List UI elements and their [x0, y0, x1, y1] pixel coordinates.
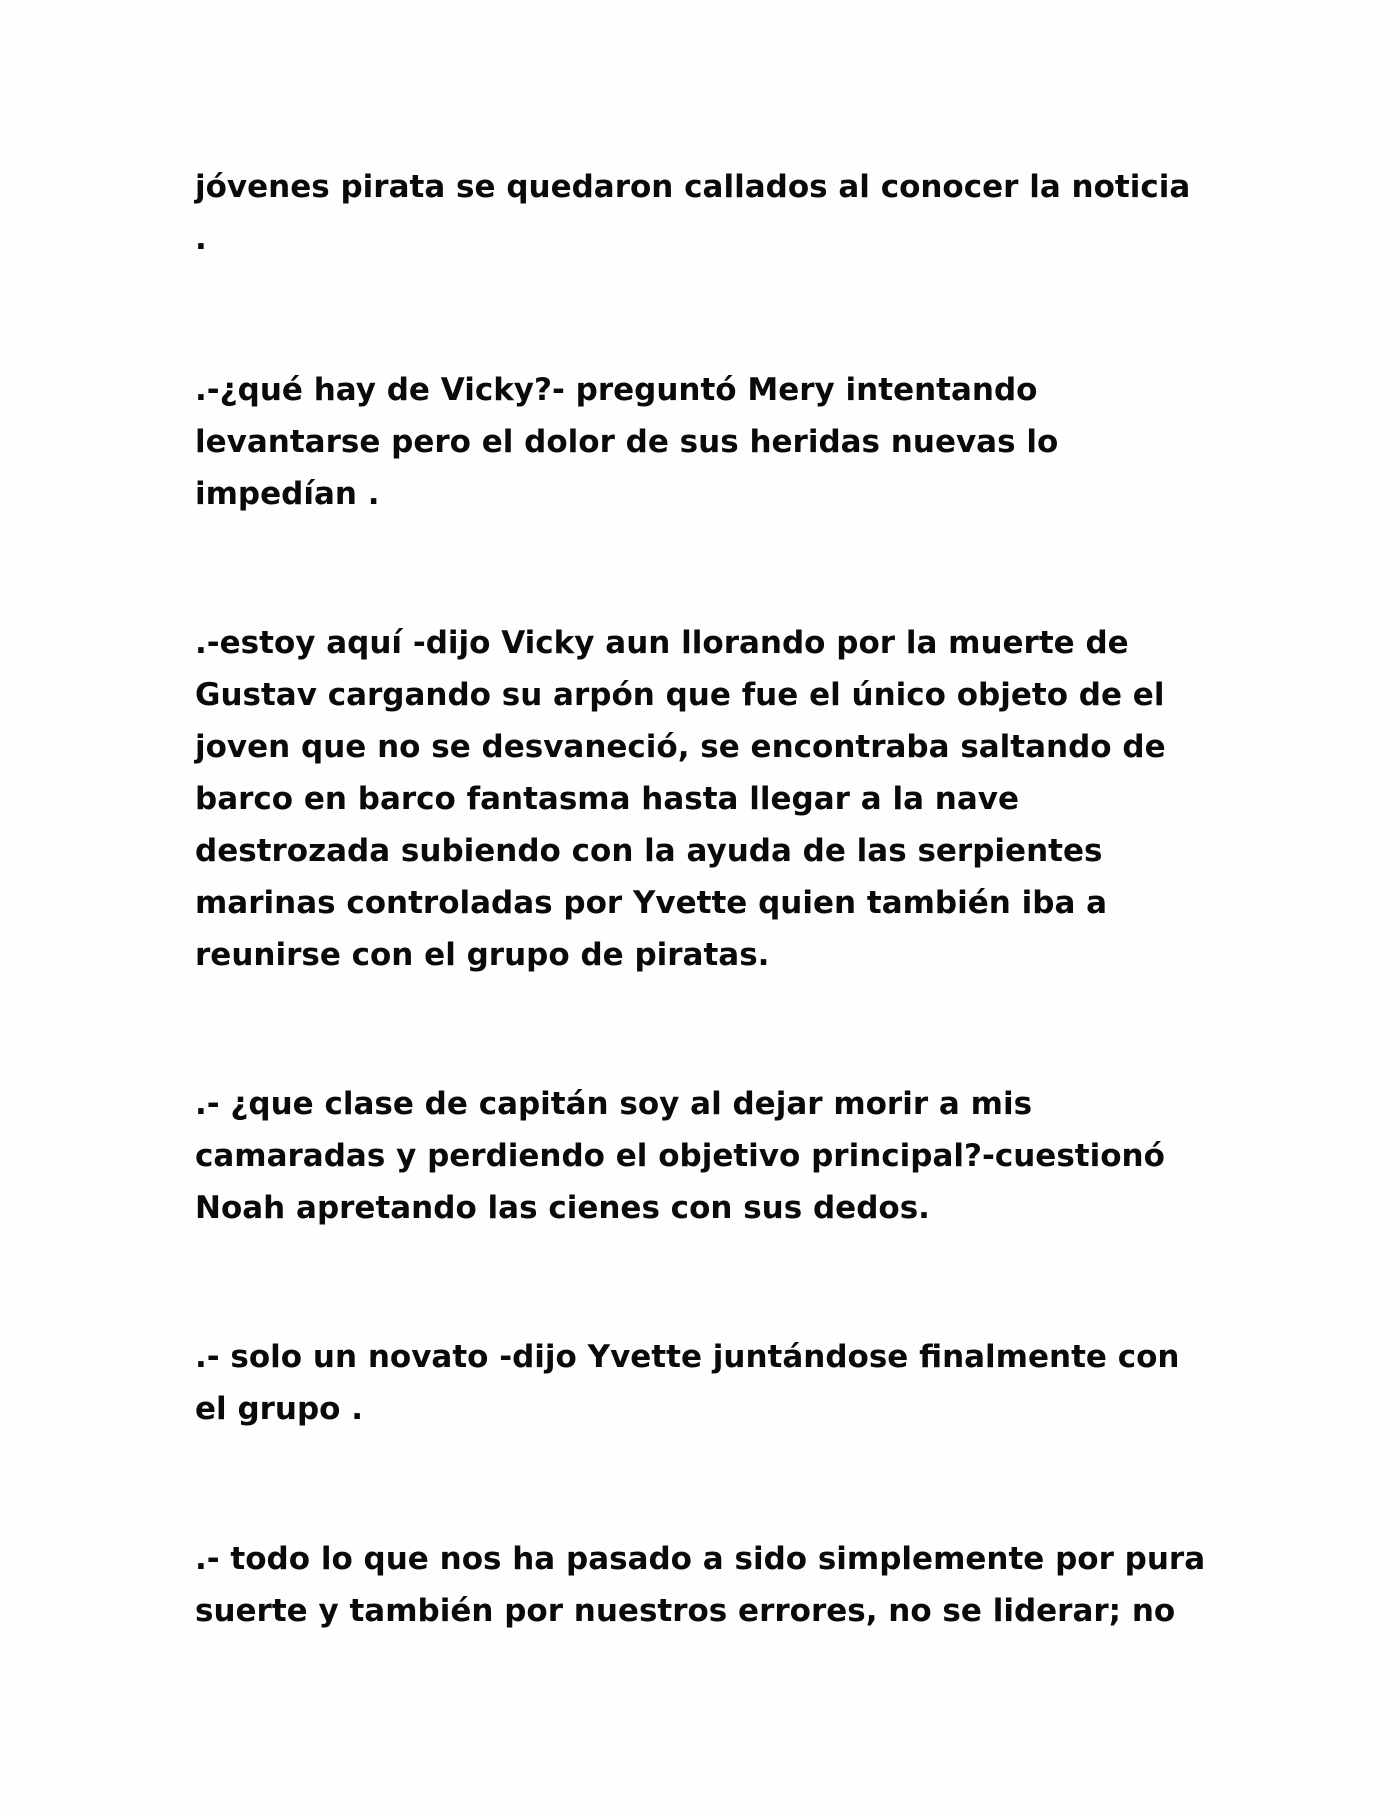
- text-line: jóvenes pirata se quedaron callados al conocer la noticia: [195, 169, 1191, 205]
- text-line: .- solo un novato -dijo Yvette juntándose finalmente con: [195, 1339, 1180, 1375]
- text-line: impedían .: [195, 476, 380, 512]
- text-line: Noah apretando las cienes con sus dedos.: [195, 1190, 930, 1226]
- text-line: .- ¿que clase de capitán soy al dejar morir a mis: [195, 1086, 1033, 1122]
- text-line: joven que no se desvaneció, se encontraba saltando de: [195, 729, 1166, 765]
- text-line: .- todo lo que nos ha pasado a sido simplemente por pura: [195, 1541, 1206, 1577]
- text-line: Gustav cargando su arpón que fue el único objeto de el: [195, 677, 1165, 713]
- text-line: reunirse con el grupo de piratas.: [195, 937, 770, 973]
- text-line: el grupo .: [195, 1391, 364, 1427]
- text-line: levantarse pero el dolor de sus heridas nuevas lo: [195, 424, 1059, 460]
- text-line: .-estoy aquí -dijo Vicky aun llorando por la muerte de: [195, 625, 1129, 661]
- text-line: marinas controladas por Yvette quien también iba a: [195, 885, 1108, 921]
- text-line: barco en barco fantasma hasta llegar a la nave: [195, 781, 1019, 817]
- text-line: camaradas y perdiendo el objetivo principal?-cuestionó: [195, 1138, 1165, 1174]
- text-line: destrozada subiendo con la ayuda de las serpientes: [195, 833, 1103, 869]
- text-line: .: [195, 221, 207, 257]
- text-line: suerte y también por nuestros errores, no se liderar; no: [195, 1593, 1176, 1629]
- text-line: .-¿qué hay de Vicky?- preguntó Mery intentando: [195, 372, 1038, 408]
